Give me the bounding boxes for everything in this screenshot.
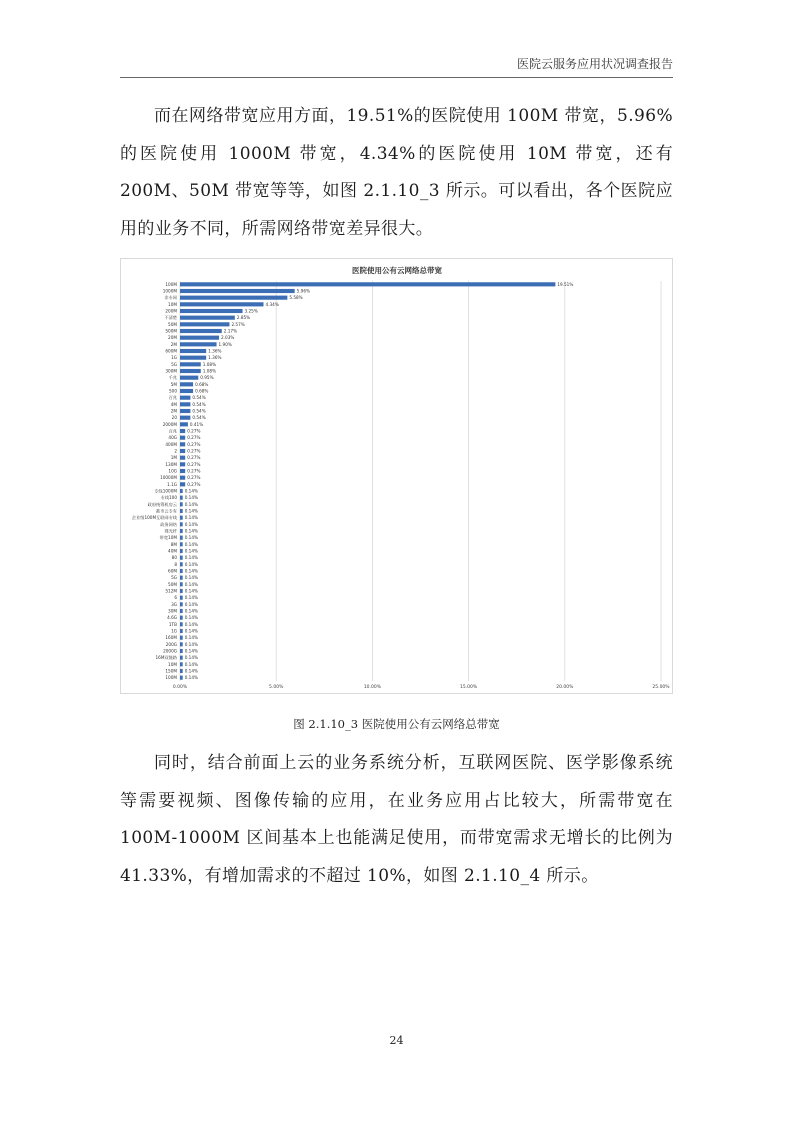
chart-canvas <box>121 259 672 693</box>
data-label: 1.90% <box>218 341 232 347</box>
data-label: 0.27% <box>187 455 201 461</box>
category-label: 百兆 <box>168 395 177 401</box>
data-label: 0.14% <box>184 615 199 621</box>
bar <box>180 662 183 666</box>
bar <box>180 309 243 313</box>
data-label: 0.27% <box>187 481 201 487</box>
category-label: 300M <box>165 368 177 374</box>
category-label: 8 <box>174 561 177 567</box>
page-number: 24 <box>389 1034 404 1047</box>
bar <box>180 642 183 646</box>
category-label: 5G <box>171 575 177 581</box>
data-label: 0.54% <box>192 401 206 407</box>
header-divider <box>120 77 673 78</box>
data-label: 2.17% <box>223 328 238 334</box>
category-label: 1TB <box>168 621 177 627</box>
category-label: 20M <box>168 335 177 341</box>
bar <box>180 529 183 533</box>
paragraph-text: 同时，结合前面上云的业务系统分析，互联网医院、医学影像系统等需要视频、图像传输的应用，在业务应用占比较大，所需带宽在 100M-1000M 区间基本上也能满足使用，而带宽需求无增长的比例为 41.33%，有增加需求的不超过 10%，如图 2.1.10_4 所示。 <box>120 753 673 887</box>
category-label: 80 <box>171 555 177 561</box>
bar <box>180 442 185 446</box>
category-label: 20 <box>171 415 177 421</box>
data-label: 0.14% <box>184 648 199 654</box>
x-tick-label: 15.00% <box>460 685 478 690</box>
category-label: 3G <box>171 601 177 607</box>
category-label: 100M <box>165 675 177 681</box>
bar <box>180 396 190 400</box>
bar <box>180 569 183 573</box>
bar <box>180 389 193 393</box>
data-label: 0.14% <box>184 515 199 521</box>
category-label: 都市云专有 <box>156 508 177 514</box>
x-tick-label: 10.00% <box>363 685 381 690</box>
category-label: 40G <box>168 435 177 441</box>
bar <box>180 449 185 453</box>
category-label: 1000M <box>162 288 177 294</box>
data-label: 0.27% <box>187 428 201 434</box>
bars <box>180 282 555 679</box>
category-label: 50M <box>168 581 177 587</box>
bar <box>180 336 219 340</box>
bar <box>180 302 264 306</box>
bar <box>180 542 183 546</box>
category-label: 4M <box>170 401 177 407</box>
data-label: 0.27% <box>187 435 201 441</box>
category-label: 150M <box>165 668 177 674</box>
bar <box>180 502 183 506</box>
x-tick-label: 0.00% <box>172 685 188 690</box>
data-label: 0.14% <box>184 601 199 607</box>
category-label: 非专网 <box>164 295 177 301</box>
category-label: 2 <box>174 448 177 454</box>
category-label: 1M <box>170 455 177 461</box>
bar <box>180 549 183 553</box>
category-label: 60M <box>168 568 177 574</box>
bar <box>180 576 183 580</box>
data-label: 0.14% <box>184 535 199 541</box>
bar <box>180 349 206 353</box>
bar <box>180 622 183 626</box>
running-header: 医院云服务应用状况调查报告 <box>516 57 673 71</box>
data-label: 1.36% <box>208 355 222 361</box>
bar <box>180 636 183 640</box>
bar <box>180 429 185 433</box>
data-label: 0.14% <box>184 501 199 507</box>
bar <box>180 649 183 653</box>
category-label: 裸光纤 <box>164 528 177 534</box>
data-label: 3.25% <box>244 308 258 314</box>
data-label: 0.27% <box>187 448 201 454</box>
bar <box>180 296 287 300</box>
bar <box>180 629 183 633</box>
x-tick-label: 5.00% <box>269 685 284 690</box>
bar <box>180 316 235 320</box>
grid-lines <box>180 281 661 681</box>
data-label: 5.96% <box>296 288 310 294</box>
bar <box>180 582 183 586</box>
data-label: 0.68% <box>195 388 209 394</box>
data-label: 0.14% <box>184 628 199 634</box>
category-label: 专线100 <box>160 495 177 501</box>
category-label: 40M <box>168 548 177 554</box>
bar <box>180 462 185 466</box>
data-label: 0.14% <box>184 641 199 647</box>
data-label: 0.27% <box>187 461 201 467</box>
category-label: 10M <box>168 661 177 667</box>
category-label: 130M <box>165 461 177 467</box>
bar <box>180 656 183 660</box>
data-label: 0.14% <box>184 655 199 661</box>
bar <box>180 482 185 486</box>
bar <box>180 609 183 613</box>
x-tick-labels <box>173 684 670 690</box>
category-label: 千兆 <box>168 375 177 381</box>
bar <box>180 376 198 380</box>
bar <box>180 342 217 346</box>
category-label: 10000M <box>160 475 177 481</box>
data-label: 0.54% <box>192 408 206 414</box>
category-label: 百兆 <box>168 428 177 434</box>
category-label: 不清楚 <box>164 315 177 321</box>
data-label: 5.58% <box>289 295 303 301</box>
data-label: 0.27% <box>187 475 201 481</box>
category-label: 10M <box>168 301 177 307</box>
body-paragraph-2 <box>120 745 673 896</box>
data-label: 0.68% <box>195 381 209 387</box>
category-label: 200G <box>165 641 177 647</box>
category-label: 2M <box>170 408 177 414</box>
bandwidth-bar-chart <box>120 258 673 694</box>
data-label: 0.14% <box>184 541 199 547</box>
data-label: 0.14% <box>184 548 199 554</box>
data-label: 0.14% <box>184 495 199 501</box>
figure-caption: 图 2.1.10_3 医院使用公有云网络总带宽 <box>293 717 500 731</box>
bar <box>180 436 185 440</box>
data-label: 4.34% <box>265 301 279 307</box>
bar <box>180 409 190 413</box>
category-label: 政务网络 <box>160 521 177 527</box>
category-label: 400M <box>165 441 177 447</box>
data-label: 0.14% <box>184 595 199 601</box>
data-label: 0.95% <box>200 375 214 381</box>
bar <box>180 676 183 680</box>
category-label: 4.6G <box>167 615 177 621</box>
data-label: 19.51% <box>557 281 574 287</box>
data-label: 0.14% <box>184 488 199 494</box>
bar <box>180 596 183 600</box>
category-label: 2M <box>170 341 177 347</box>
bar <box>180 356 206 360</box>
category-label: 50M <box>168 321 177 327</box>
bar <box>180 282 555 286</box>
category-label: 500 <box>169 388 177 394</box>
category-label: 专线1000M <box>154 488 177 494</box>
bar <box>180 322 229 326</box>
bar <box>180 476 185 480</box>
bar <box>180 496 183 500</box>
x-tick-label: 25.00% <box>652 685 670 690</box>
data-label: 1.08% <box>202 361 217 367</box>
category-label: 5M <box>170 381 177 387</box>
bar <box>180 469 185 473</box>
bar <box>180 416 190 420</box>
category-label: 500M <box>165 328 177 334</box>
bar <box>180 602 183 606</box>
body-paragraph-1 <box>120 98 673 249</box>
category-label: 5G <box>171 361 177 367</box>
data-label: 0.14% <box>184 661 199 667</box>
category-label: 8M <box>170 541 177 547</box>
data-label: 1.08% <box>202 368 217 374</box>
data-label: 0.14% <box>184 635 199 641</box>
category-label: 政府统筹机房云 <box>147 501 177 507</box>
data-label: 0.14% <box>184 575 199 581</box>
category-label: 1G <box>171 355 177 361</box>
value-labels <box>185 282 574 680</box>
data-label: 2.85% <box>236 315 251 321</box>
category-label: 30M <box>168 608 177 614</box>
bar <box>180 589 183 593</box>
chart-title: 医院使用公有云网络总带宽 <box>352 266 442 275</box>
data-label: 0.14% <box>184 675 199 681</box>
category-label: 2000G <box>163 648 177 654</box>
bar <box>180 536 183 540</box>
category-label: 企业级100M互联网专线 <box>131 515 177 521</box>
category-label: 10G <box>168 468 177 474</box>
bar <box>180 516 183 520</box>
data-label: 2.03% <box>221 335 235 341</box>
data-label: 0.14% <box>184 508 199 514</box>
category-labels <box>132 282 178 680</box>
data-label: 0.14% <box>184 588 199 594</box>
x-tick-label: 20.00% <box>556 685 574 690</box>
data-label: 0.54% <box>192 415 206 421</box>
data-label: 0.41% <box>189 421 204 427</box>
bar <box>180 509 183 513</box>
bar <box>180 369 201 373</box>
category-label: 1G <box>171 628 177 634</box>
data-label: 0.27% <box>187 468 201 474</box>
data-label: 0.14% <box>184 528 199 534</box>
data-label: 2.57% <box>231 321 245 327</box>
bar <box>180 456 185 460</box>
category-label: 512M <box>165 588 177 594</box>
bar <box>180 329 222 333</box>
bar <box>180 616 183 620</box>
data-label: 0.54% <box>192 395 206 401</box>
data-label: 1.36% <box>208 348 222 354</box>
category-label: 160M <box>165 635 177 641</box>
bar <box>180 669 183 673</box>
bar <box>180 402 190 406</box>
category-label: 带宽10M <box>159 535 177 541</box>
data-label: 0.14% <box>184 555 199 561</box>
category-label: 100M <box>165 281 177 287</box>
paragraph-text: 而在网络带宽应用方面，19.51%的医院使用 100M 带宽，5.96%的医院使用 1000M 带宽，4.34%的医院使用 10M 带宽，还有 200M、50M 带宽等等，如图 2.1.10_3 所示。可以看出，各个医院应用的业务不同，所需网络带宽差异很大。 <box>120 106 673 240</box>
bar <box>180 562 183 566</box>
data-label: 0.14% <box>184 621 199 627</box>
data-label: 0.14% <box>184 581 199 587</box>
category-label: 16M双链路 <box>155 655 177 661</box>
bar <box>180 422 188 426</box>
bar <box>180 289 295 293</box>
category-label: 2000M <box>162 421 177 427</box>
bar <box>180 556 183 560</box>
category-label: 6 <box>174 595 177 601</box>
bar <box>180 382 193 386</box>
data-label: 0.14% <box>184 668 199 674</box>
category-label: 1.1G <box>167 481 177 487</box>
data-label: 0.27% <box>187 441 201 447</box>
bar <box>180 522 183 526</box>
data-label: 0.14% <box>184 568 199 574</box>
bar <box>180 489 183 493</box>
data-label: 0.14% <box>184 521 199 527</box>
category-label: 200M <box>165 308 177 314</box>
category-label: 600M <box>165 348 177 354</box>
bar <box>180 362 201 366</box>
data-label: 0.14% <box>184 608 199 614</box>
data-label: 0.14% <box>184 561 199 567</box>
